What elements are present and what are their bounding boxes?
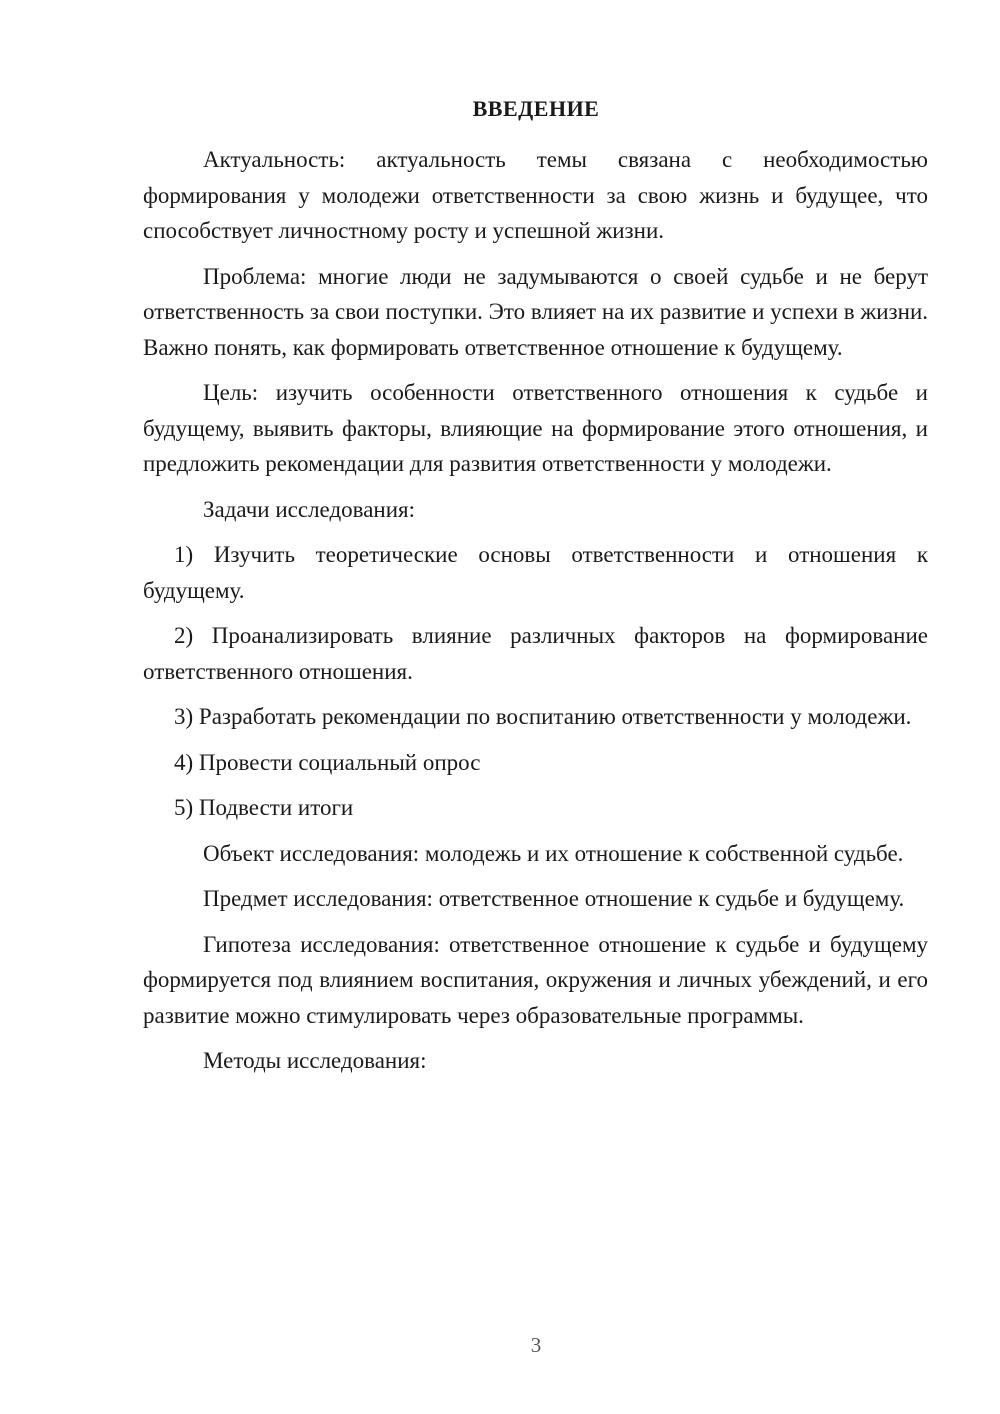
paragraph-subject: Предмет исследования: ответственное отношение к судьбе и будущему. — [203, 886, 905, 911]
page-number: 3 — [530, 1333, 542, 1357]
methods-heading: Методы исследования: — [203, 1048, 427, 1073]
paragraph-goal: Цель: изучить особенности ответственного отношения к судьбе и будущему, выявить факторы, влияющие на формирование этого отношения, и предложить рекомендации для развития ответственности у молодежи. — [143, 380, 928, 476]
section-title: ВВЕДЕНИЕ — [472, 96, 600, 121]
document-body — [143, 142, 928, 1089]
task-item-3: 3) Разработать рекомендации по воспитанию ответственности у молодежи. — [174, 704, 912, 729]
paragraph-relevance: Актуальность: актуальность темы связана с необходимостью формирования у молодежи ответственности за свою жизнь и будущее, что способствует личностному росту и успешной жизни. — [143, 147, 928, 243]
task-item-5: 5) Подвести итоги — [174, 795, 354, 820]
task-item-4: 4) Провести социальный опрос — [174, 749, 481, 775]
tasks-heading: Задачи исследования: — [203, 496, 416, 522]
paragraph-hypothesis: Гипотеза исследования: ответственное отношение к судьбе и будущему формируется под влиянием воспитания, окружения и личных убеждений, и его развитие можно стимулировать через образовательные программы. — [143, 931, 928, 1028]
task-item-1: 1) Изучить теоретические основы ответственности и отношения к будущему. — [143, 542, 928, 603]
paragraph-object: Объект исследования: молодежь и их отношение к собственной судьбе. — [203, 840, 904, 866]
paragraph-problem: Проблема: многие люди не задумываются о своей судьбе и не берут ответственность за свои поступки. Это влияет на их развитие и успехи в жизни. Важно понять, как формировать ответственное отношение к будущему. — [143, 263, 928, 360]
task-item-2: 2) Проанализировать влияние различных факторов на формирование ответственного отношения. — [143, 623, 928, 684]
